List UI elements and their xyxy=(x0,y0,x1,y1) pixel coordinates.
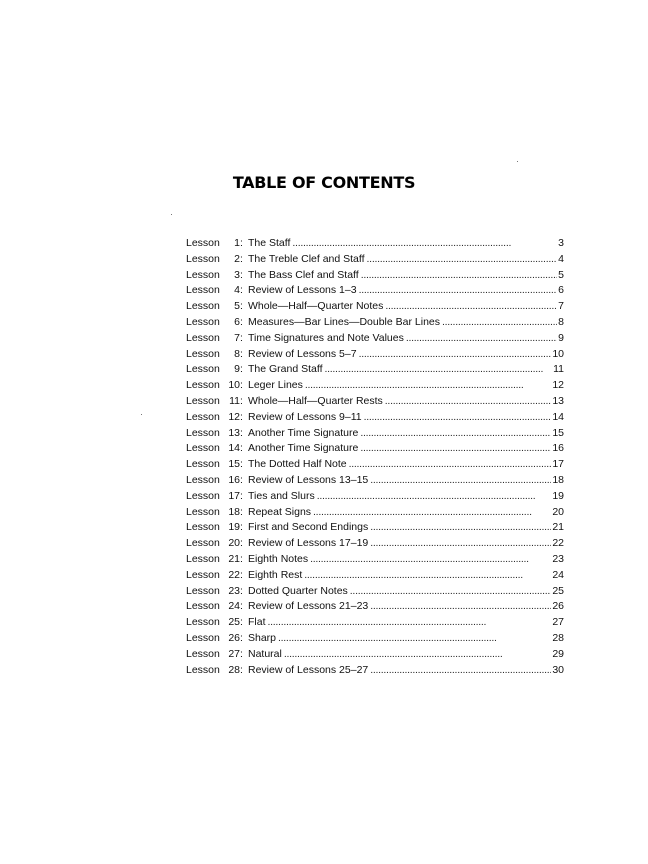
page-number: 16 xyxy=(552,442,564,455)
toc-entry xyxy=(186,489,564,505)
lesson-number: 13 xyxy=(228,426,240,439)
entry-title: Whole—Half—Quarter Rests xyxy=(248,394,383,407)
page-number: 25 xyxy=(552,584,564,597)
lesson-label: Lesson xyxy=(186,410,220,423)
toc-entry xyxy=(186,520,564,536)
colon-separator: : xyxy=(240,458,243,471)
lesson-label: Lesson xyxy=(186,584,220,597)
dot-leader xyxy=(359,283,558,299)
scan-speck xyxy=(517,161,518,162)
page-number: 27 xyxy=(552,616,564,629)
colon-separator: : xyxy=(240,600,243,613)
lesson-number: 24 xyxy=(228,600,240,613)
entry-title: Natural xyxy=(248,647,282,660)
lesson-number: 16 xyxy=(228,473,240,486)
lesson-number: 6 xyxy=(234,315,240,328)
lesson-label: Lesson xyxy=(186,394,220,407)
lesson-number: 23 xyxy=(228,584,240,597)
toc-entry xyxy=(186,505,564,521)
page-number: 21 xyxy=(552,521,564,534)
lesson-number: 12 xyxy=(228,410,240,423)
colon-separator: : xyxy=(240,379,243,392)
dot-leader xyxy=(361,268,557,284)
lesson-number: 7 xyxy=(234,331,240,344)
toc-entry xyxy=(186,378,564,394)
page-number: 30 xyxy=(552,663,564,676)
table-of-contents xyxy=(186,236,564,678)
colon-separator: : xyxy=(240,268,243,281)
lesson-number: 5 xyxy=(234,300,240,313)
page-number: 22 xyxy=(552,537,564,550)
entry-title: Flat xyxy=(248,616,266,629)
entry-title: Eighth Notes xyxy=(248,552,309,565)
lesson-label: Lesson xyxy=(186,379,220,392)
dot-leader xyxy=(292,236,557,252)
dot-leader xyxy=(304,568,551,584)
page-number: 18 xyxy=(552,473,564,486)
entry-title: Review of Lessons 9–11 xyxy=(248,410,362,423)
dot-leader xyxy=(385,299,557,315)
colon-separator: : xyxy=(240,237,243,249)
page-number: 29 xyxy=(552,647,564,660)
lesson-number: 19 xyxy=(228,521,240,534)
page-number: 13 xyxy=(552,394,564,407)
entry-title: Review of Lessons 17–19 xyxy=(248,537,369,550)
page-number: 4 xyxy=(558,252,564,265)
lesson-label: Lesson xyxy=(186,600,220,613)
entry-title: Review of Lessons 5–7 xyxy=(248,347,357,360)
entry-title: Whole—Half—Quarter Notes xyxy=(248,300,384,313)
entry-title: Review of Lessons 21–23 xyxy=(248,600,369,613)
entry-title: Ties and Slurs xyxy=(248,489,315,502)
entry-title: Dotted Quarter Notes xyxy=(248,584,348,597)
entry-title: Repeat Signs xyxy=(248,505,312,518)
dot-leader xyxy=(370,536,551,552)
lesson-label: Lesson xyxy=(186,284,220,297)
colon-separator: : xyxy=(240,631,243,644)
dot-leader xyxy=(367,252,558,268)
lesson-number: 26 xyxy=(228,631,240,644)
dot-leader xyxy=(310,552,551,568)
toc-entry xyxy=(186,268,564,284)
lesson-label: Lesson xyxy=(186,315,220,328)
entry-title: The Dotted Half Note xyxy=(248,458,347,471)
lesson-number: 2 xyxy=(234,252,240,265)
colon-separator: : xyxy=(240,300,243,313)
toc-entry xyxy=(186,536,564,552)
entry-title: Time Signatures and Note Values xyxy=(248,331,404,344)
lesson-number: 4 xyxy=(234,284,240,297)
colon-separator: : xyxy=(240,521,243,534)
dot-leader xyxy=(349,457,552,473)
toc-entry xyxy=(186,552,564,568)
entry-title: Review of Lessons 25–27 xyxy=(248,663,369,676)
dot-leader xyxy=(284,647,551,663)
colon-separator: : xyxy=(240,552,243,565)
lesson-number: 15 xyxy=(228,458,240,471)
lesson-number: 17 xyxy=(228,489,240,502)
lesson-label: Lesson xyxy=(186,473,220,486)
toc-entry xyxy=(186,299,564,315)
entry-title: The Treble Clef and Staff xyxy=(248,252,365,265)
page-number: 17 xyxy=(552,458,564,471)
lesson-number: 25 xyxy=(228,616,240,629)
toc-entry xyxy=(186,631,564,647)
lesson-label: Lesson xyxy=(186,237,220,249)
lesson-number: 3 xyxy=(234,268,240,281)
page-number: 3 xyxy=(558,237,564,249)
page-number: 15 xyxy=(552,426,564,439)
dot-leader xyxy=(359,347,552,363)
lesson-number: 20 xyxy=(228,537,240,550)
colon-separator: : xyxy=(240,568,243,581)
dot-leader xyxy=(406,331,557,347)
dot-leader xyxy=(313,505,551,521)
toc-entry xyxy=(186,410,564,426)
entry-title: Another Time Signature xyxy=(248,426,359,439)
page-number: 28 xyxy=(552,631,564,644)
colon-separator: : xyxy=(240,315,243,328)
entry-title: The Staff xyxy=(248,237,291,249)
dot-leader xyxy=(370,520,551,536)
toc-entry xyxy=(186,283,564,299)
page-number: 23 xyxy=(552,552,564,565)
colon-separator: : xyxy=(240,284,243,297)
lesson-number: 11 xyxy=(229,394,240,407)
page-number: 8 xyxy=(558,315,564,328)
colon-separator: : xyxy=(240,663,243,676)
toc-entry xyxy=(186,426,564,442)
lesson-number: 27 xyxy=(228,647,240,660)
dot-leader xyxy=(385,394,552,410)
entry-title: Review of Lessons 13–15 xyxy=(248,473,369,486)
entry-title: Review of Lessons 1–3 xyxy=(248,284,357,297)
toc-entry xyxy=(186,599,564,615)
lesson-label: Lesson xyxy=(186,331,220,344)
colon-separator: : xyxy=(240,537,243,550)
colon-separator: : xyxy=(240,394,243,407)
toc-entry xyxy=(186,457,564,473)
lesson-label: Lesson xyxy=(186,347,220,360)
entry-title: Eighth Rest xyxy=(248,568,303,581)
lesson-number: 8 xyxy=(234,347,240,360)
toc-entry xyxy=(186,473,564,489)
lesson-label: Lesson xyxy=(186,300,220,313)
lesson-label: Lesson xyxy=(186,426,220,439)
entry-title: The Grand Staff xyxy=(248,363,323,376)
page-title: TABLE OF CONTENTS xyxy=(232,173,416,192)
lesson-label: Lesson xyxy=(186,505,220,518)
lesson-label: Lesson xyxy=(186,647,220,660)
colon-separator: : xyxy=(240,473,243,486)
lesson-label: Lesson xyxy=(186,537,220,550)
lesson-number: 28 xyxy=(228,663,240,676)
lesson-label: Lesson xyxy=(186,442,220,455)
lesson-label: Lesson xyxy=(186,521,220,534)
entry-title: First and Second Endings xyxy=(248,521,369,534)
lesson-number: 22 xyxy=(228,568,240,581)
lesson-number: 10 xyxy=(228,379,240,392)
toc-entry xyxy=(186,647,564,663)
lesson-number: 9 xyxy=(234,363,240,376)
dot-leader xyxy=(350,584,552,600)
colon-separator: : xyxy=(240,410,243,423)
toc-entry xyxy=(186,347,564,363)
colon-separator: : xyxy=(240,584,243,597)
lesson-number: 18 xyxy=(228,505,240,518)
colon-separator: : xyxy=(240,331,243,344)
toc-entry xyxy=(186,315,564,331)
colon-separator: : xyxy=(240,505,243,518)
dot-leader xyxy=(278,631,551,647)
toc-entry xyxy=(186,615,564,631)
colon-separator: : xyxy=(240,347,243,360)
lesson-label: Lesson xyxy=(186,616,220,629)
page-number: 19 xyxy=(552,489,564,502)
lesson-label: Lesson xyxy=(186,663,220,676)
page-number: 7 xyxy=(558,300,564,313)
entry-title: The Bass Clef and Staff xyxy=(248,268,359,281)
dot-leader xyxy=(370,473,551,489)
dot-leader xyxy=(360,441,551,457)
scan-speck xyxy=(171,214,172,215)
dot-leader xyxy=(268,615,552,631)
dot-leader xyxy=(305,378,551,394)
page-number: 9 xyxy=(558,331,564,344)
lesson-label: Lesson xyxy=(186,268,220,281)
dot-leader xyxy=(364,410,552,426)
page-number: 14 xyxy=(552,410,564,423)
dot-leader xyxy=(370,663,551,679)
toc-entry xyxy=(186,362,564,378)
scan-speck xyxy=(141,414,142,415)
lesson-number: 1 xyxy=(234,237,240,249)
toc-entry xyxy=(186,236,564,252)
toc-entry xyxy=(186,584,564,600)
toc-entry xyxy=(186,568,564,584)
lesson-label: Lesson xyxy=(186,252,220,265)
entry-title: Sharp xyxy=(248,631,277,644)
page-number: 10 xyxy=(552,347,564,360)
colon-separator: : xyxy=(240,252,243,265)
toc-entry xyxy=(186,394,564,410)
page-number: 12 xyxy=(552,379,564,392)
dot-leader xyxy=(317,489,552,505)
dot-leader xyxy=(442,315,557,331)
toc-entry xyxy=(186,441,564,457)
dot-leader xyxy=(370,599,551,615)
lesson-label: Lesson xyxy=(186,552,220,565)
colon-separator: : xyxy=(240,363,243,376)
page-number: 11 xyxy=(553,363,564,376)
entry-title: Measures—Bar Lines—Double Bar Lines xyxy=(248,315,441,328)
colon-separator: : xyxy=(240,647,243,660)
toc-entry xyxy=(186,663,564,679)
dot-leader xyxy=(325,362,553,378)
lesson-label: Lesson xyxy=(186,489,220,502)
toc-entry xyxy=(186,252,564,268)
dot-leader xyxy=(360,426,551,442)
toc-entry xyxy=(186,331,564,347)
colon-separator: : xyxy=(240,489,243,502)
lesson-number: 14 xyxy=(228,442,240,455)
page-number: 5 xyxy=(558,268,564,281)
page-number: 20 xyxy=(552,505,564,518)
lesson-label: Lesson xyxy=(186,363,220,376)
page-number: 24 xyxy=(552,568,564,581)
entry-title: Leger Lines xyxy=(248,379,303,392)
page-number: 26 xyxy=(552,600,564,613)
entry-title: Another Time Signature xyxy=(248,442,359,455)
lesson-label: Lesson xyxy=(186,568,220,581)
page-number: 6 xyxy=(558,284,564,297)
colon-separator: : xyxy=(240,426,243,439)
lesson-number: 21 xyxy=(228,552,240,565)
lesson-label: Lesson xyxy=(186,458,220,471)
colon-separator: : xyxy=(240,442,243,455)
lesson-label: Lesson xyxy=(186,631,220,644)
colon-separator: : xyxy=(240,616,243,629)
